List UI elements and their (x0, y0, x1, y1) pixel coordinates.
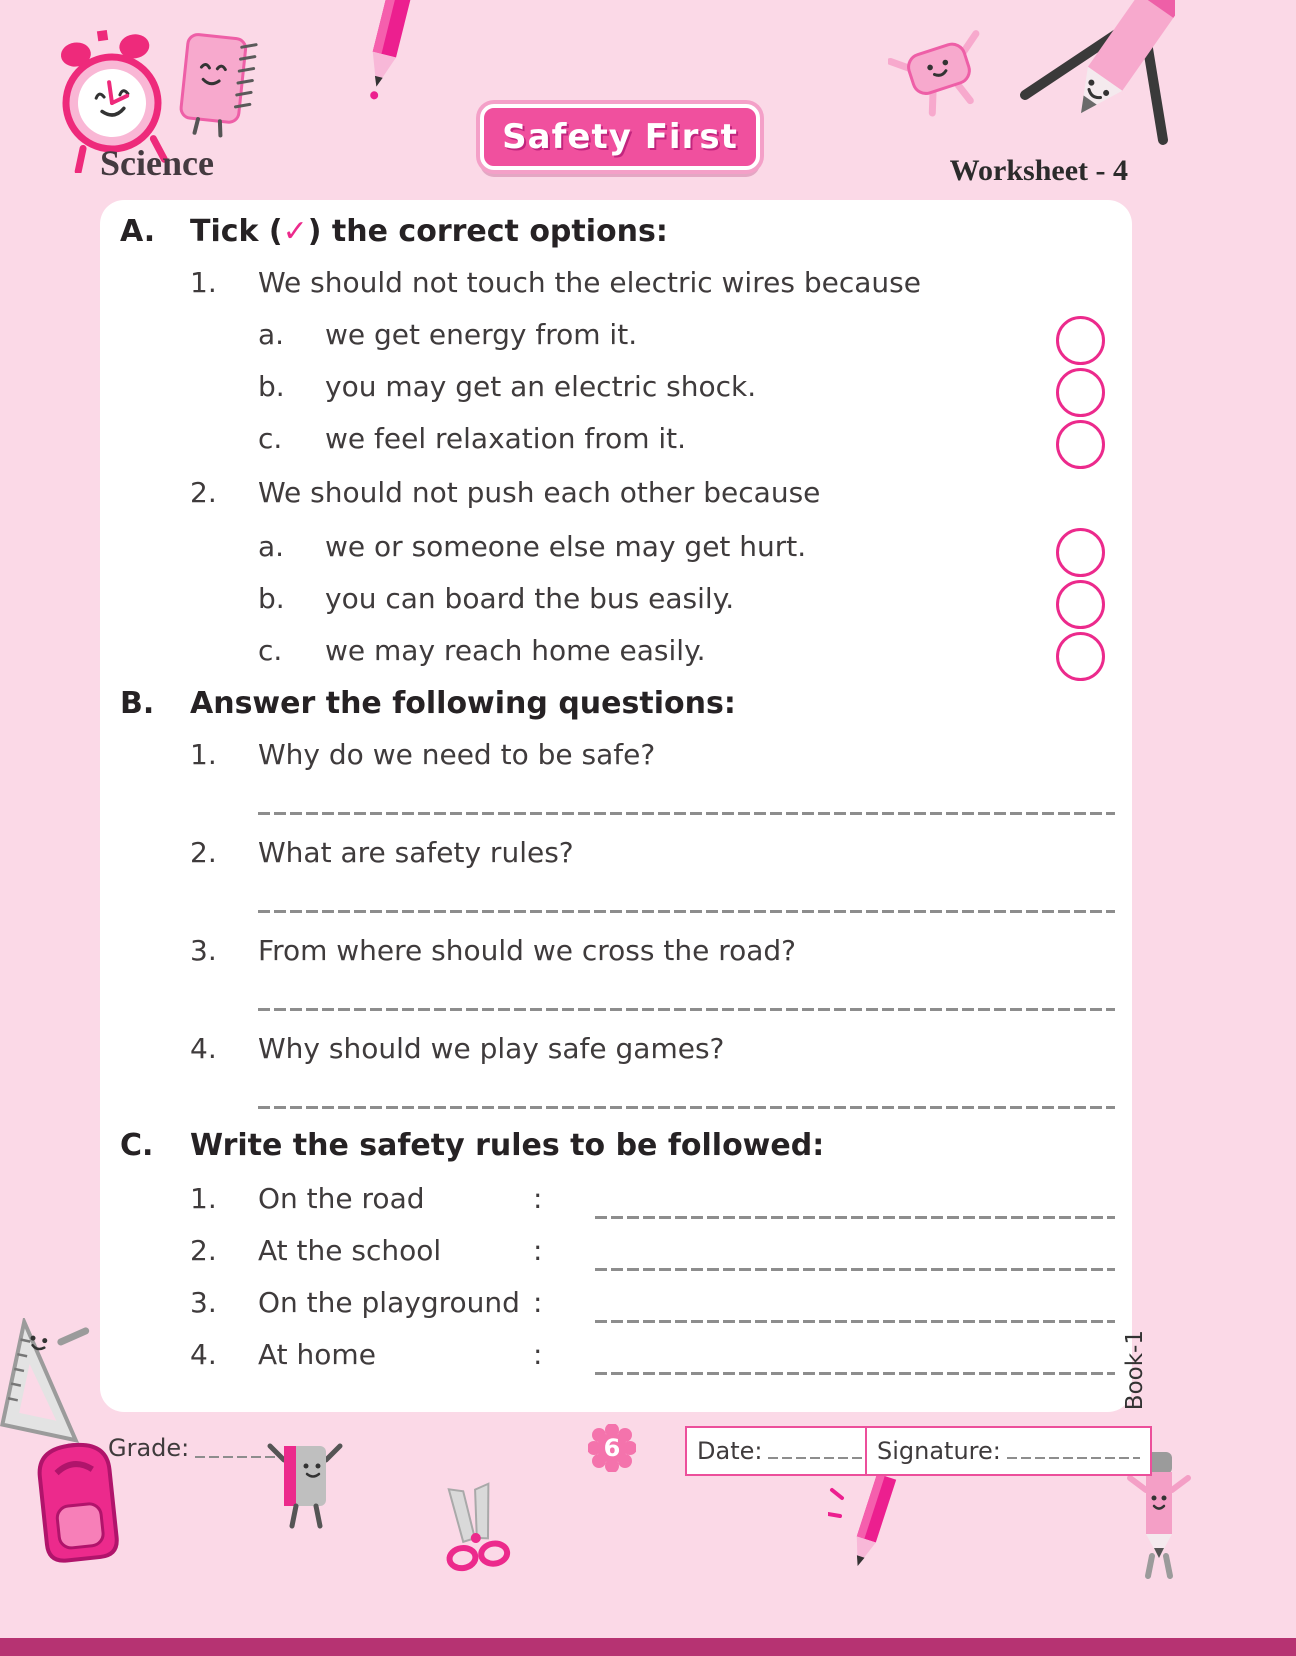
option-letter: b. (258, 370, 285, 403)
eraser-character-illustration (888, 28, 998, 133)
bottom-border-strip (0, 1638, 1296, 1656)
date-field (685, 1426, 884, 1476)
grade-line[interactable] (195, 1456, 275, 1459)
rule-number: 3. (190, 1286, 217, 1319)
tick-circle-a1-b[interactable] (1056, 368, 1105, 417)
option-a2-b (258, 582, 734, 615)
option-text: you can board the bus easily. (325, 582, 735, 615)
rule-text: On the playground (258, 1286, 520, 1319)
option-letter: c. (258, 634, 283, 667)
rule-item-c2 (100, 1234, 1132, 1280)
grade-label: Grade: (108, 1434, 190, 1462)
answer-line-b4[interactable] (258, 1106, 1115, 1109)
section-a-heading-pre: Tick ( (190, 214, 283, 249)
signature-label: Signature: (877, 1437, 1001, 1465)
subject-title: Science (100, 143, 214, 183)
question-b4 (190, 1032, 724, 1065)
tick-circle-a1-a[interactable] (1056, 316, 1105, 365)
question-b3 (190, 934, 796, 967)
question-number: 2. (190, 476, 217, 509)
question-number: 4. (190, 1032, 217, 1065)
option-text: we feel relaxation from it. (325, 422, 687, 455)
pen-illustration-top (348, 0, 428, 110)
question-text: We should not push each other because (258, 476, 821, 509)
option-a1-c (258, 422, 686, 455)
question-b1 (190, 738, 655, 771)
pencil-illustration-top-right (995, 0, 1175, 160)
question-a1 (190, 266, 921, 299)
rule-line-c2[interactable] (595, 1268, 1115, 1271)
question-number: 3. (190, 934, 217, 967)
tick-icon: ✓ (282, 214, 308, 249)
rule-colon: : (533, 1286, 543, 1319)
worksheet-card (100, 200, 1132, 1412)
section-c-letter: C. (120, 1128, 154, 1163)
question-text: From where should we cross the road? (258, 934, 797, 967)
option-text: you may get an electric shock. (325, 370, 757, 403)
tick-circle-a2-b[interactable] (1056, 580, 1105, 629)
rule-line-c1[interactable] (595, 1216, 1115, 1219)
date-line[interactable] (768, 1457, 872, 1460)
question-b2 (190, 836, 574, 869)
rule-number: 2. (190, 1234, 217, 1267)
rule-text: At the school (258, 1234, 442, 1267)
option-text: we may reach home easily. (325, 634, 706, 667)
option-a1-a (258, 318, 637, 351)
rule-text: At home (258, 1338, 376, 1371)
option-letter: a. (258, 318, 285, 351)
worksheet-title-badge (480, 104, 760, 170)
page-number-badge (588, 1424, 636, 1472)
question-text: Why do we need to be safe? (258, 738, 656, 771)
rule-colon: : (533, 1338, 543, 1371)
section-a-letter: A. (120, 214, 156, 249)
signature-line[interactable] (1007, 1457, 1140, 1460)
tick-circle-a2-a[interactable] (1056, 528, 1105, 577)
option-letter: c. (258, 422, 283, 455)
rule-colon: : (533, 1234, 543, 1267)
question-text: We should not touch the electric wires because (258, 266, 921, 299)
page-number: 6 (603, 1434, 621, 1462)
section-b-letter: B. (120, 686, 155, 721)
pen-illustration-bottom (828, 1468, 913, 1588)
rule-text: On the road (258, 1182, 425, 1215)
tick-circle-a1-c[interactable] (1056, 420, 1105, 469)
book-label: Book-1 (1122, 1330, 1148, 1411)
grade-field (108, 1434, 275, 1462)
answer-line-b1[interactable] (258, 812, 1115, 815)
rule-colon: : (533, 1182, 543, 1215)
option-a1-b (258, 370, 756, 403)
rule-line-c4[interactable] (595, 1372, 1115, 1375)
rule-number: 4. (190, 1338, 217, 1371)
section-c-heading: Write the safety rules to be followed: (190, 1128, 825, 1163)
section-a-heading-post: ) the correct options: (307, 214, 668, 249)
option-a2-c (258, 634, 706, 667)
tick-circle-a2-c[interactable] (1056, 632, 1105, 681)
rule-item-c4 (100, 1338, 1132, 1384)
option-text: we get energy from it. (325, 318, 638, 351)
answer-line-b3[interactable] (258, 1008, 1115, 1011)
rule-number: 1. (190, 1182, 217, 1215)
worksheet-title: Safety First (502, 117, 738, 157)
scissors-illustration (428, 1468, 523, 1583)
question-number: 1. (190, 738, 217, 771)
rule-item-c3 (100, 1286, 1132, 1332)
option-letter: b. (258, 582, 285, 615)
worksheet-number-label: Worksheet - 4 (949, 154, 1128, 187)
option-a2-a (258, 530, 806, 563)
section-a-heading (190, 214, 668, 249)
section-b-heading: Answer the following questions: (190, 686, 736, 721)
notebook-illustration (172, 25, 267, 140)
signature-field (865, 1426, 1152, 1476)
answer-line-b2[interactable] (258, 910, 1115, 913)
question-text: Why should we play safe games? (258, 1032, 725, 1065)
question-text: What are safety rules? (258, 836, 574, 869)
option-text: we or someone else may get hurt. (325, 530, 807, 563)
question-number: 1. (190, 266, 217, 299)
rule-item-c1 (100, 1182, 1132, 1228)
question-number: 2. (190, 836, 217, 869)
question-a2 (190, 476, 820, 509)
rule-line-c3[interactable] (595, 1320, 1115, 1323)
date-label: Date: (697, 1437, 763, 1465)
option-letter: a. (258, 530, 285, 563)
